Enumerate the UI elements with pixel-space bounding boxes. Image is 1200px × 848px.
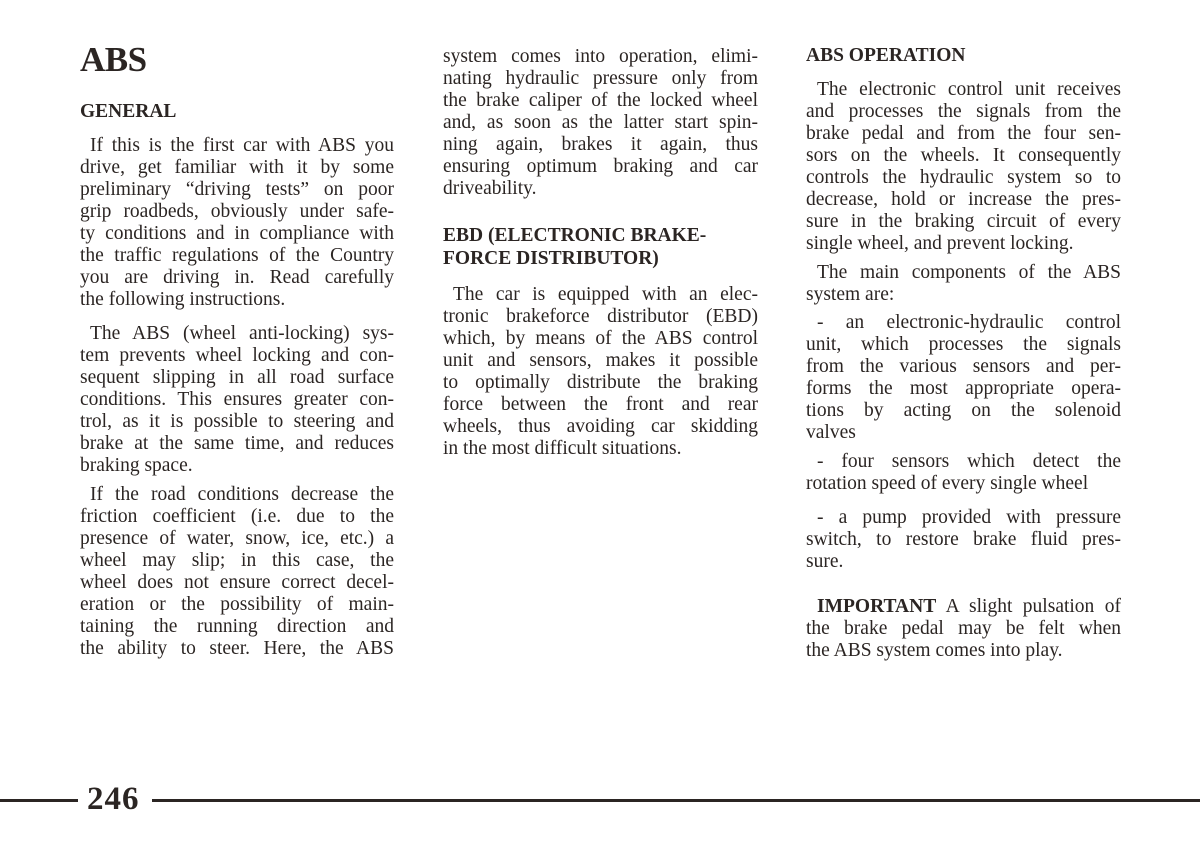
- text-line: system comes into operation, elimi-: [443, 46, 758, 67]
- section-heading-ebd-line2: FORCE DISTRIBUTOR): [443, 248, 659, 269]
- text-line: sequent slipping in all road surface: [80, 367, 394, 388]
- text-line: grip roadbeds, obviously under safe-: [80, 201, 394, 222]
- text-line: and processes the signals from the: [806, 101, 1121, 122]
- text-line: conditions. This ensures greater con-: [80, 389, 394, 410]
- text-line: The ABS (wheel anti-locking) sys-: [90, 323, 394, 344]
- text-line: force between the front and rear: [443, 394, 758, 415]
- text-line: wheel may slip; in this case, the: [80, 550, 394, 571]
- text-line: tem prevents wheel locking and con-: [80, 345, 394, 366]
- text-line: - four sensors which detect the: [817, 451, 1121, 472]
- text-line: forms the most appropriate opera-: [806, 378, 1121, 399]
- text-line: nating hydraulic pressure only from: [443, 68, 758, 89]
- important-label: IMPORTANT: [817, 596, 937, 617]
- text-line: to optimally distribute the braking: [443, 372, 758, 393]
- text-line: The electronic control unit receives: [817, 79, 1121, 100]
- text-line: and, as soon as the latter start spin-: [443, 112, 758, 133]
- text-line: - a pump provided with pressure: [817, 507, 1121, 528]
- text-line: driveability.: [443, 178, 537, 199]
- text-line: the brake caliper of the locked wheel: [443, 90, 758, 111]
- text-line: switch, to restore brake fluid pres-: [806, 529, 1121, 550]
- text-line: wheel does not ensure correct decel-: [80, 572, 394, 593]
- text-line: single wheel, and prevent locking.: [806, 233, 1074, 254]
- text-line: If this is the first car with ABS you: [90, 135, 394, 156]
- text-line: which, by means of the ABS control: [443, 328, 758, 349]
- text-line: unit and sensors, makes it possible: [443, 350, 758, 371]
- text-line: sors on the wheels. It consequently: [806, 145, 1121, 166]
- text-line: [806, 596, 1121, 618]
- important-text: A slight pulsation of: [945, 596, 1121, 617]
- text-line: you are driving in. Read carefully: [80, 267, 394, 288]
- footer-rule-right: [152, 799, 1200, 802]
- text-line: controls the hydraulic system so to: [806, 167, 1121, 188]
- section-heading-general: GENERAL: [80, 101, 177, 122]
- text-line: the ABS system comes into play.: [806, 640, 1063, 661]
- text-line: The main components of the ABS: [817, 262, 1121, 283]
- text-line: decrease, hold or increase the pres-: [806, 189, 1121, 210]
- text-line: ning again, brakes it again, thus: [443, 134, 758, 155]
- text-line: sure in the braking circuit of every: [806, 211, 1121, 232]
- text-line: from the various sensors and per-: [806, 356, 1121, 377]
- text-line: - an electronic-hydraulic control: [817, 312, 1121, 333]
- page-title: ABS: [80, 40, 147, 79]
- text-line: trol, as it is possible to steering and: [80, 411, 394, 432]
- footer-rule-left: [0, 799, 78, 802]
- text-line: ty conditions and in compliance with: [80, 223, 394, 244]
- section-heading-ebd-line1: EBD (ELECTRONIC BRAKE-: [443, 225, 707, 246]
- text-line: unit, which processes the signals: [806, 334, 1121, 355]
- text-line: drive, get familiar with it by some: [80, 157, 394, 178]
- text-line: If the road conditions decrease the: [90, 484, 394, 505]
- text-line: eration or the possibility of main-: [80, 594, 394, 615]
- text-line: the traffic regulations of the Country: [80, 245, 394, 266]
- text-line: the ability to steer. Here, the ABS: [80, 638, 394, 659]
- text-line: tronic brakeforce distributor (EBD): [443, 306, 758, 327]
- text-line: wheels, thus avoiding car skidding: [443, 416, 758, 437]
- text-line: The car is equipped with an elec-: [453, 284, 758, 305]
- text-line: preliminary “driving tests” on poor: [80, 179, 394, 200]
- text-line: ensuring optimum braking and car: [443, 156, 758, 177]
- text-line: taining the running direction and: [80, 616, 394, 637]
- text-line: the brake pedal may be felt when: [806, 618, 1121, 639]
- text-line: presence of water, snow, ice, etc.) a: [80, 528, 394, 549]
- section-heading-abs-operation: ABS OPERATION: [806, 45, 966, 66]
- text-line: friction coefficient (i.e. due to the: [80, 506, 394, 527]
- text-line: tions by acting on the solenoid: [806, 400, 1121, 421]
- text-line: braking space.: [80, 455, 193, 476]
- text-line: brake pedal and from the four sen-: [806, 123, 1121, 144]
- text-line: in the most difficult situations.: [443, 438, 682, 459]
- text-line: valves: [806, 422, 856, 443]
- text-line: the following instructions.: [80, 289, 286, 310]
- text-line: rotation speed of every single wheel: [806, 473, 1089, 494]
- text-line: system are:: [806, 284, 895, 305]
- text-line: sure.: [806, 551, 844, 572]
- text-line: brake at the same time, and reduces: [80, 433, 394, 454]
- page-number: 246: [87, 781, 140, 817]
